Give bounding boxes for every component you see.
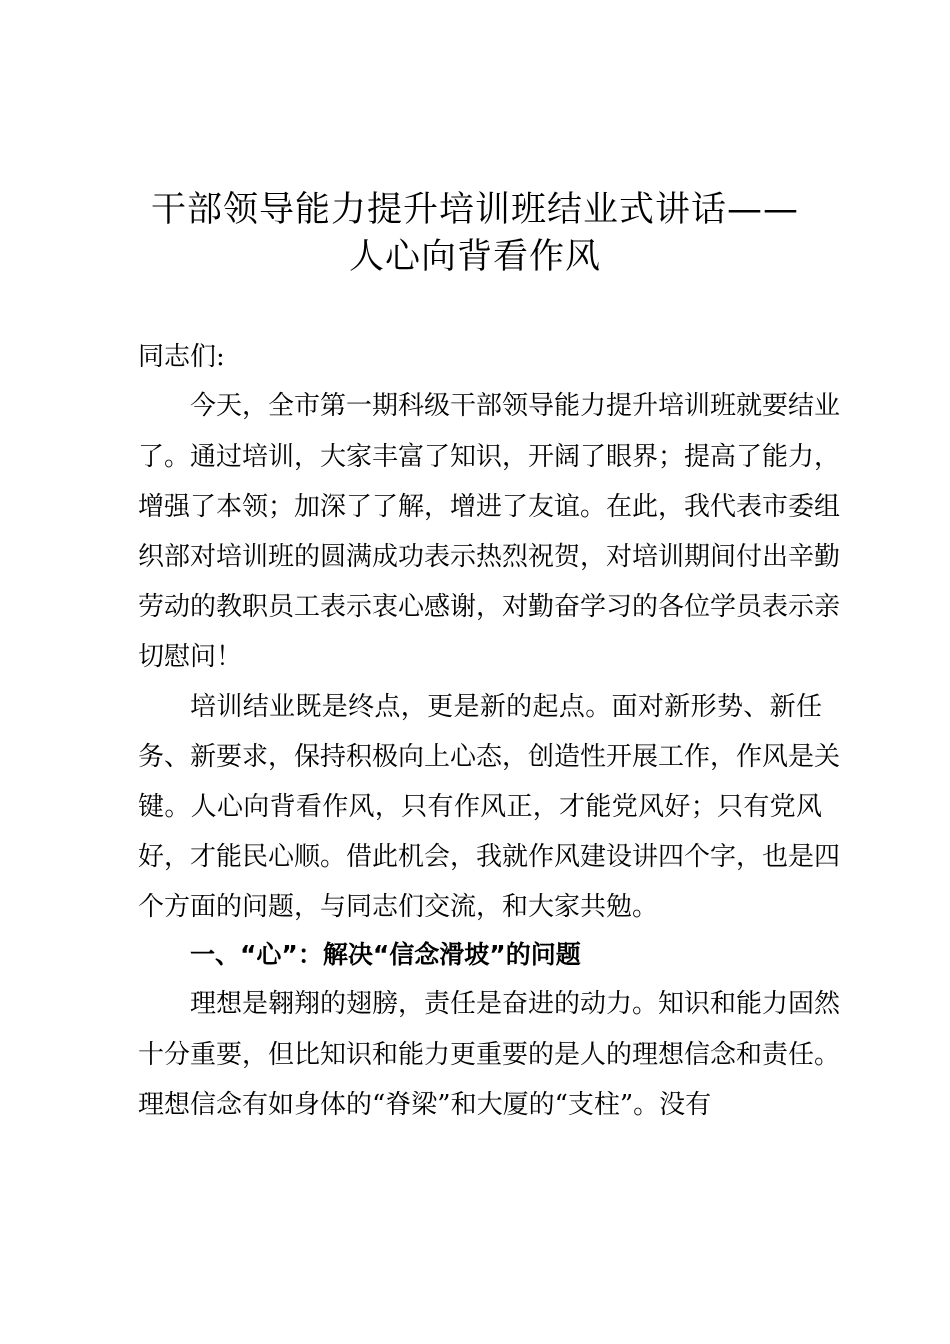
paragraph-3-line-3: 理想信念有如身体的“脊梁”和大厦的“支柱”。没有 — [138, 1090, 712, 1120]
paragraph-3-line-2: 十分重要，但比知识和能力更重要的是人的理想信念和责任。 — [138, 1040, 841, 1070]
paragraph-2-line-2: 务、新要求，保持积极向上心态，创造性开展工作，作风是关 — [138, 742, 841, 772]
paragraph-2-line-1: 培训结业既是终点，更是新的起点。面对新形势、新任 — [190, 692, 822, 722]
paragraph-2-line-4: 好，才能民心顺。借此机会，我就作风建设讲四个字，也是四 — [138, 842, 841, 872]
paragraph-1-line-1: 今天，全市第一期科级干部领导能力提升培训班就要结业 — [190, 391, 841, 421]
paragraph-1-line-3: 增强了本领；加深了了解，增进了友谊。在此，我代表市委组 — [138, 492, 841, 522]
section-1-heading: 一、“心”：解决“信念滑坡”的问题 — [190, 940, 581, 969]
paragraph-1-line-6: 切慰问！ — [138, 642, 243, 672]
document-title-line-2: 人心向背看作风 — [348, 237, 601, 277]
document-title-line-1: 干部领导能力提升培训班结业式讲话—— — [150, 190, 799, 230]
paragraph-1-line-5: 劳动的教职员工表示衷心感谢，对勤奋学习的各位学员表示亲 — [138, 592, 841, 622]
salutation: 同志们: — [138, 342, 225, 372]
paragraph-2-line-5: 个方面的问题，与同志们交流，和大家共勉。 — [138, 892, 659, 922]
paragraph-2-line-3: 键。人心向背看作风，只有作风正，才能党风好；只有党风 — [138, 792, 822, 822]
paragraph-3-line-1: 理想是翱翔的翅膀，责任是奋进的动力。知识和能力固然 — [190, 989, 841, 1019]
paragraph-1-line-2: 了。通过培训，大家丰富了知识，开阔了眼界；提高了能力， — [138, 442, 841, 472]
paragraph-1-line-4: 织部对培训班的圆满成功表示热烈祝贺，对培训期间付出辛勤 — [138, 542, 841, 572]
